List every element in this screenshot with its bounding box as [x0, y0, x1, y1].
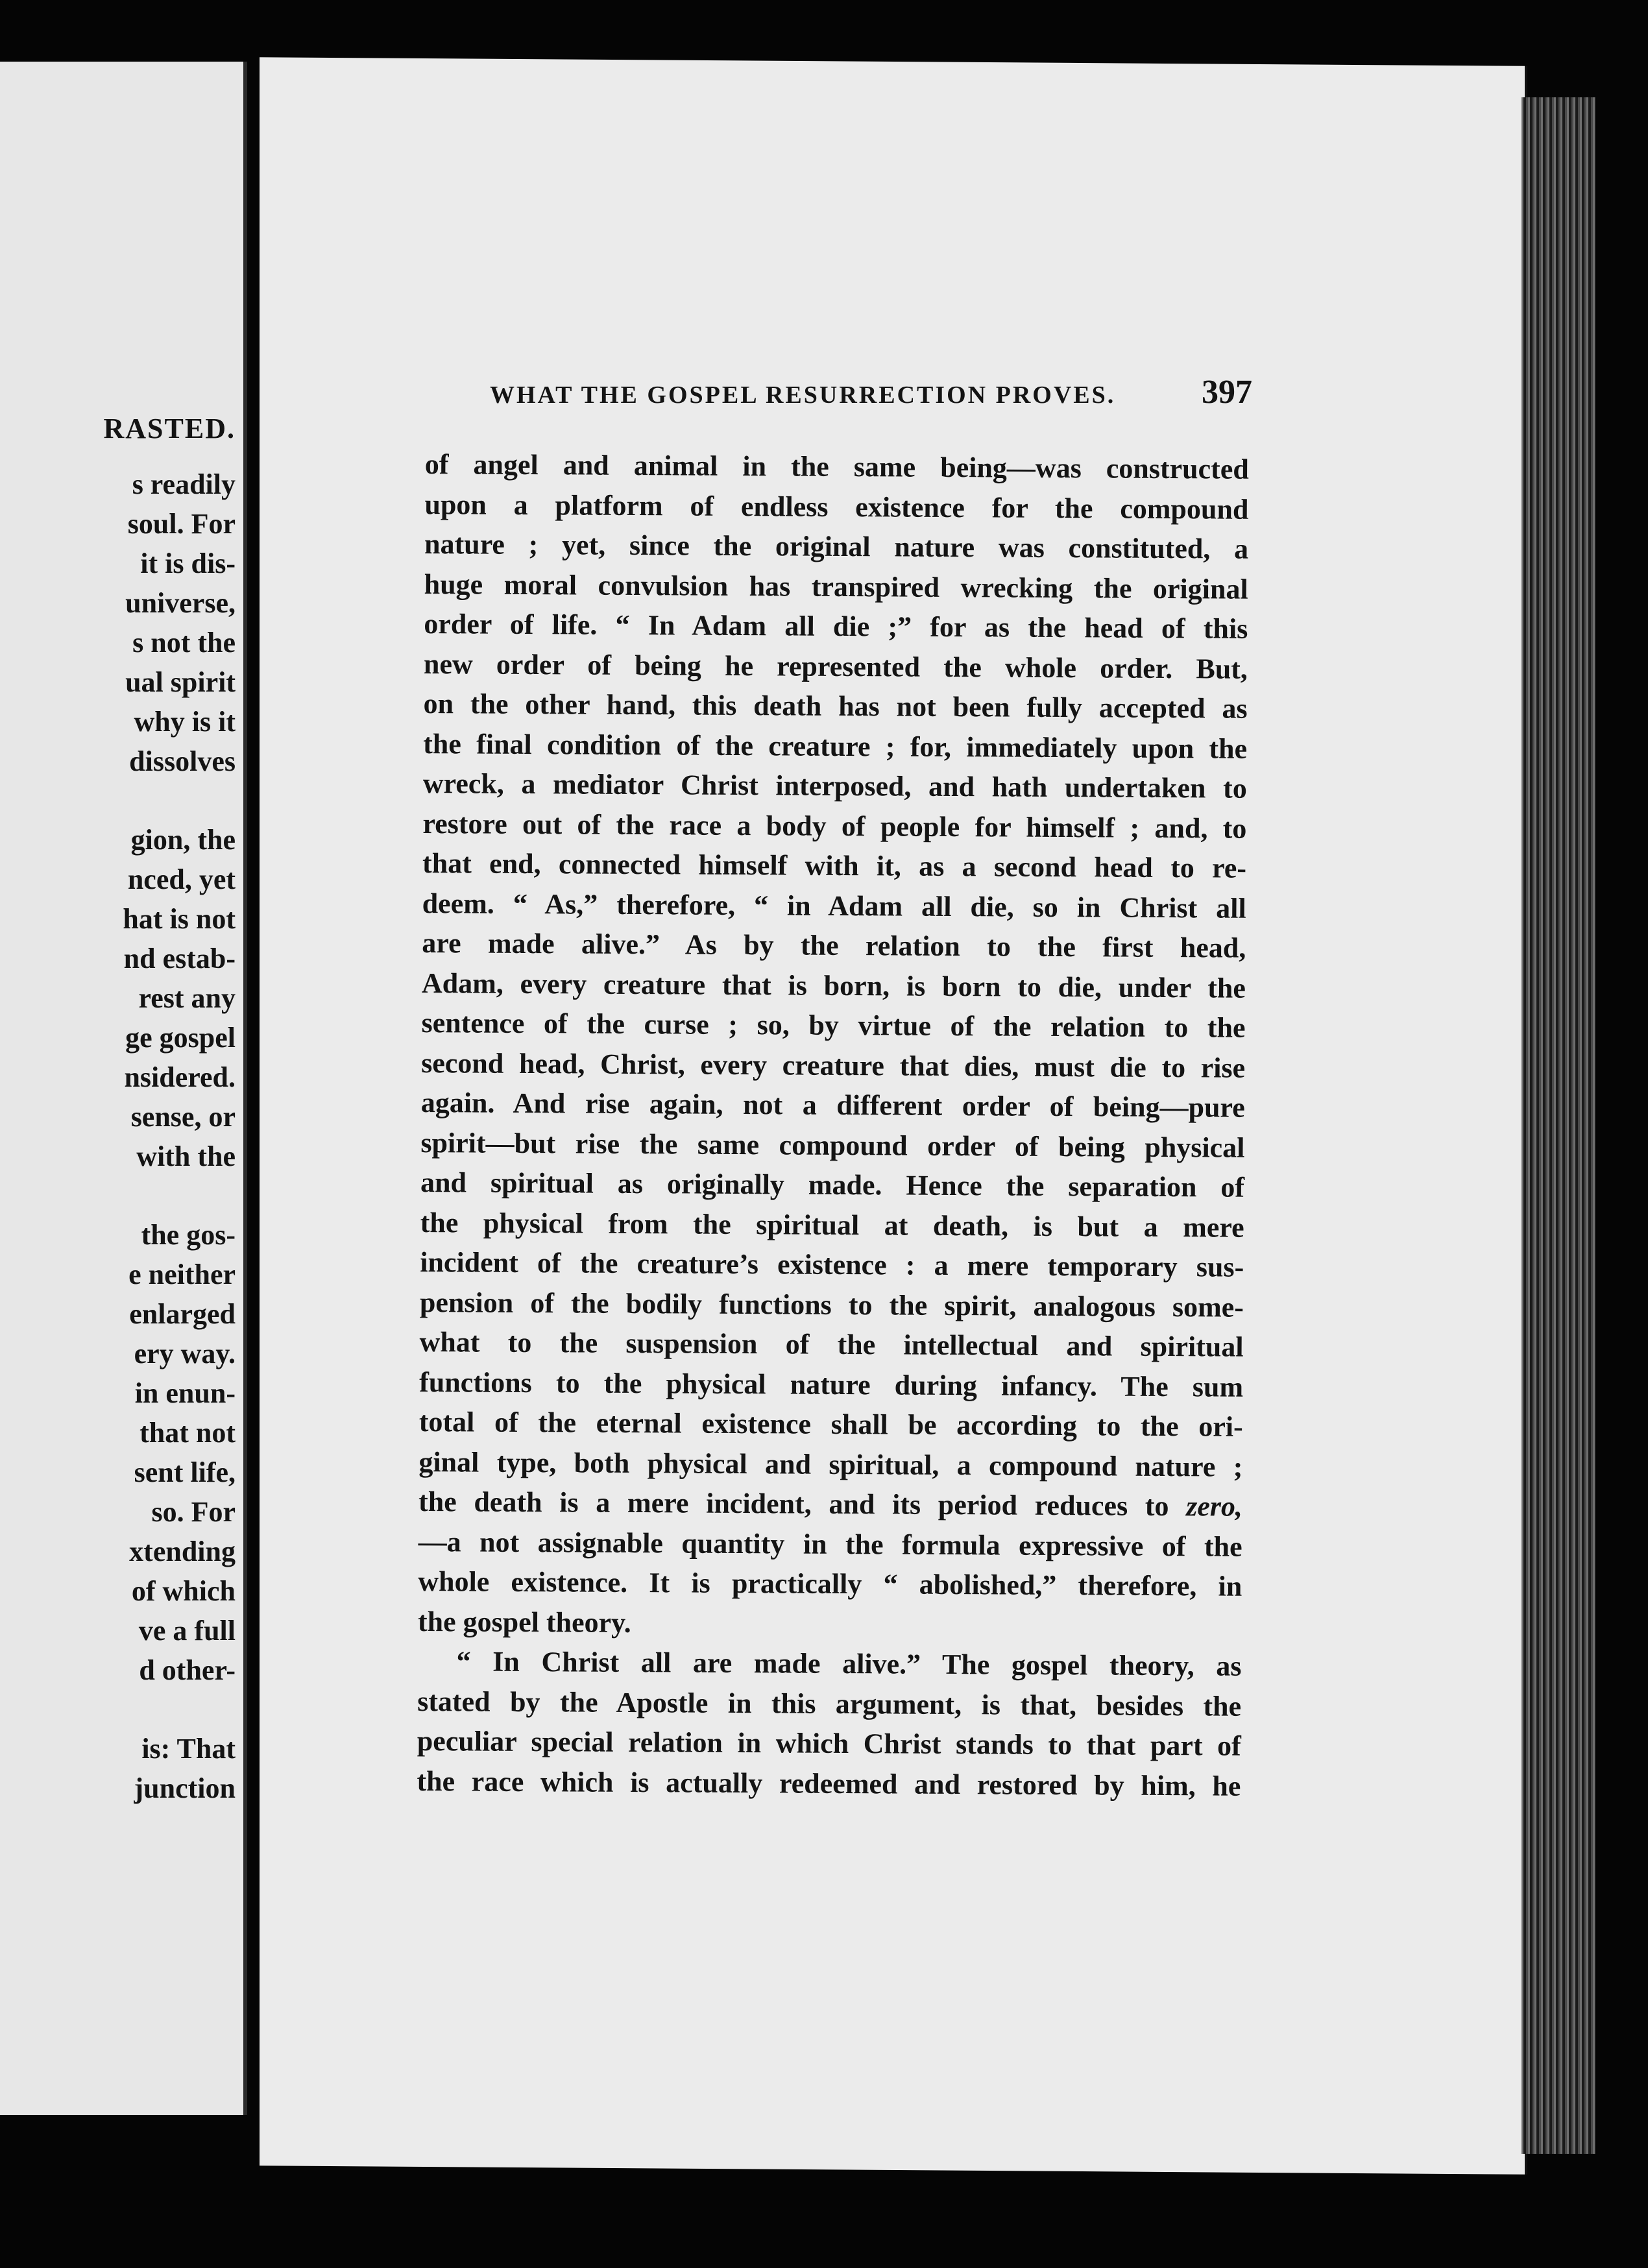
left-line: hat is not: [123, 903, 236, 935]
text-line: functions to the physical nature during infancy. The sum: [419, 1366, 1244, 1403]
text-line: wreck, a mediator Christ interposed, and hath undertaken to: [422, 767, 1247, 804]
text-line: total of the eternal existence shall be according to the ori-: [418, 1405, 1243, 1443]
text-line: peculiar special relation in which Christ stands to that part of: [417, 1724, 1241, 1762]
text-line: are made alive.” As by the relation to the first head,: [422, 926, 1246, 964]
text-line: huge moral convulsion has transpired wrecking the original: [424, 568, 1248, 605]
text-line: spirit—but rise the same compound order of being physical: [420, 1126, 1245, 1164]
text-line: second head, Christ, every creature that dies, must die to rise: [421, 1046, 1246, 1084]
left-line: junction: [134, 1772, 236, 1804]
text-line-with-italic: [418, 1482, 1242, 1526]
left-line: why is it: [134, 706, 236, 738]
running-head-title: WHAT THE GOSPEL RESURRECTION PROVES.: [490, 381, 1116, 409]
text-line: —a not assignable quantity in the formula expressive of the: [418, 1525, 1242, 1563]
left-line: enlarged: [129, 1298, 236, 1330]
text-line: “ In Christ all are made alive.” The gospel theory, as: [456, 1645, 1242, 1682]
left-line: the gos-: [141, 1219, 236, 1251]
text-line: deem. “ As,” therefore, “ in Adam all die, so in Christ all: [422, 887, 1246, 924]
left-line: ery way.: [134, 1338, 236, 1369]
text-line: pension of the bodily functions to the spirit, analogous some-: [419, 1286, 1244, 1323]
text-line: the gospel theory.: [417, 1605, 631, 1639]
page-number: 397: [1202, 374, 1252, 411]
left-line: ge gospel: [125, 1022, 236, 1054]
left-line: s not the: [132, 627, 236, 658]
body-text: [417, 444, 1249, 1806]
text-segment: the death is a mere incident, and its period reduces to: [418, 1485, 1169, 1523]
left-line: it is dis-: [140, 548, 236, 579]
left-line: with the: [136, 1140, 236, 1172]
text-line: new order of being he represented the whole order. But,: [423, 647, 1248, 685]
text-line: restore out of the race a body of people for himself ; and, to: [422, 807, 1247, 845]
left-line: nd estab-: [123, 943, 236, 974]
left-line: universe,: [125, 587, 236, 619]
left-line: dissolves: [129, 745, 236, 777]
left-line: rest any: [138, 982, 236, 1014]
left-line: is: That: [141, 1733, 236, 1765]
text-line: the physical from the spiritual at death, is but a mere: [420, 1206, 1244, 1244]
text-line: order of life. “ In Adam all die ;” for as the head of this: [424, 607, 1248, 645]
text-line: the race which is actually redeemed and restored by him, he: [417, 1765, 1241, 1802]
text-line: and spiritual as originally made. Hence the separation of: [420, 1166, 1245, 1203]
left-line: gion, the: [130, 824, 236, 856]
left-line: of which: [131, 1575, 236, 1607]
left-page-text: [104, 412, 236, 1808]
text-line: sentence of the curse ; so, by virtue of the relation to the: [421, 1006, 1246, 1044]
left-line: ve a full: [138, 1615, 236, 1647]
text-line: Adam, every creature that is born, is born to die, under the: [421, 967, 1246, 1004]
text-line: that end, connected himself with it, as a second head to re-: [422, 847, 1247, 884]
left-line: sent life,: [134, 1456, 236, 1488]
left-line: e neither: [128, 1259, 236, 1290]
left-line: xtending: [129, 1536, 236, 1567]
left-line: in enun-: [134, 1377, 236, 1409]
left-line: nced, yet: [127, 863, 236, 895]
left-page: [0, 62, 247, 2115]
running-head: [490, 373, 1252, 411]
text-line: upon a platform of endless existence for the compound: [424, 488, 1249, 525]
page-edge: [1521, 97, 1596, 2154]
left-line: soul. For: [127, 508, 236, 540]
text-line: stated by the Apostle in this argument, is that, besides the: [417, 1685, 1242, 1722]
text-line: nature ; yet, since the original nature was constituted, a: [424, 527, 1249, 565]
text-line: again. And rise again, not a different order of being—pure: [420, 1086, 1245, 1124]
left-line: nsidered.: [124, 1061, 236, 1093]
left-running-head: RASTED.: [103, 413, 236, 444]
text-line: the final condition of the creature ; for, immediately upon the: [423, 727, 1248, 765]
left-line: so. For: [151, 1496, 236, 1528]
text-line: incident of the creature’s existence : a mere temporary sus-: [420, 1246, 1244, 1283]
text-line: of angel and animal in the same being—was constructed: [424, 448, 1249, 485]
italic-word: zero,: [1186, 1490, 1243, 1523]
left-line: d other-: [139, 1654, 236, 1686]
text-line: what to the suspension of the intellectual and spiritual: [419, 1325, 1244, 1363]
left-line: ual spirit: [125, 666, 236, 698]
left-line: s readily: [132, 468, 236, 500]
left-line: that not: [139, 1417, 236, 1449]
left-line: sense, or: [130, 1101, 236, 1133]
text-line: whole existence. It is practically “ abolished,” therefore, in: [418, 1565, 1242, 1602]
text-line: ginal type, both physical and spiritual, a compound nature ;: [418, 1445, 1243, 1483]
text-line: on the other hand, this death has not been fully accepted as: [423, 687, 1248, 725]
